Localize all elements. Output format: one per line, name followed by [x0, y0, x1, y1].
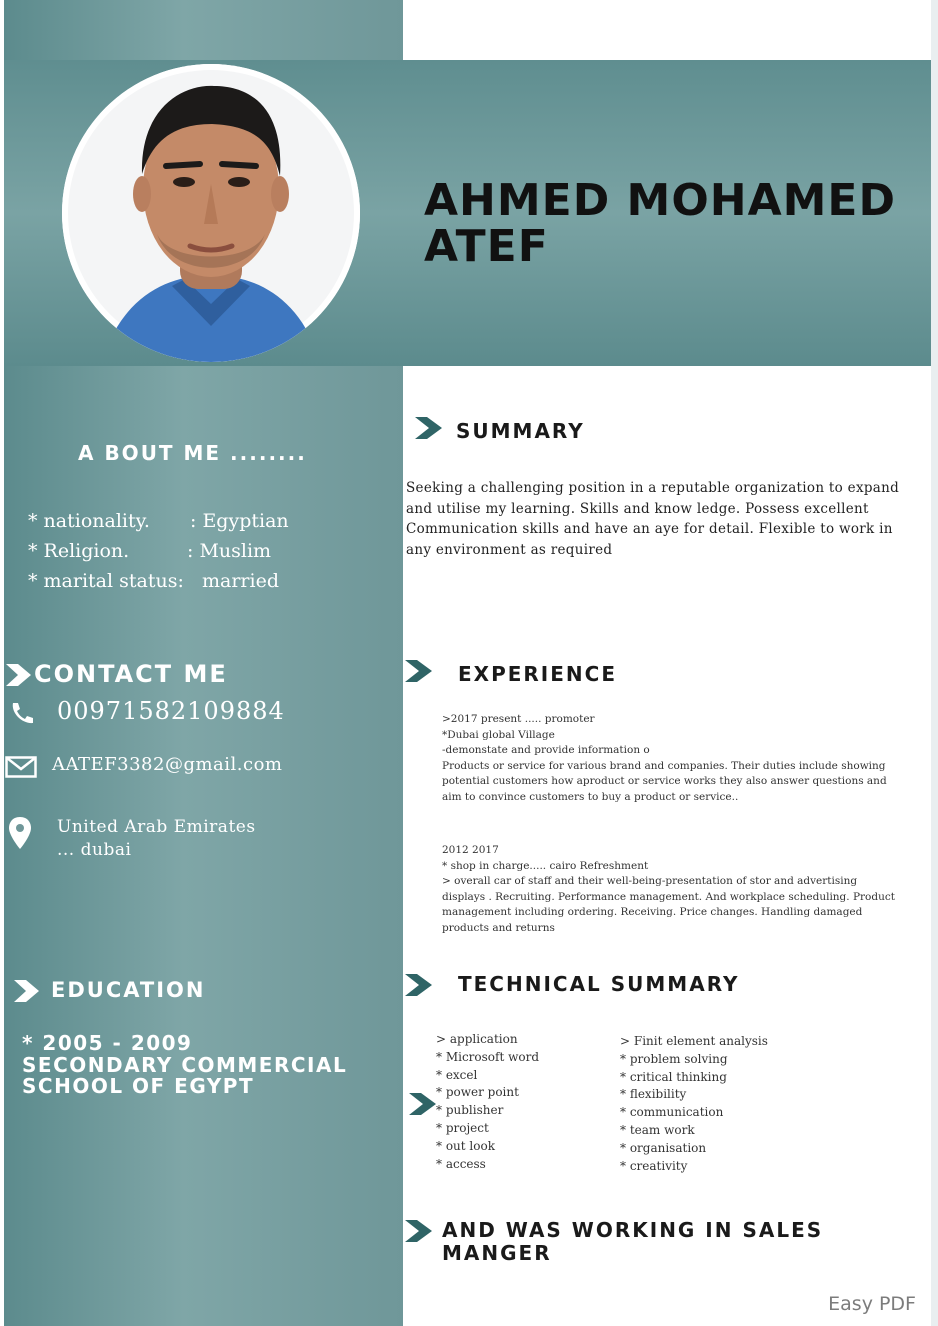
page-top-margin	[403, 0, 931, 60]
about-label: * nationality.	[28, 510, 150, 532]
contact-phone[interactable]: 00971582109884	[57, 697, 285, 725]
experience-job-1	[442, 712, 902, 805]
contact-heading: CONTACT ME	[34, 660, 228, 688]
contact-location-line2: ... dubai	[57, 840, 132, 860]
list-item: * critical thinking	[620, 1069, 727, 1084]
mail-icon	[5, 756, 37, 778]
experience-line: > overall car of staff and their well-being-presentation of stor and advertising	[442, 875, 858, 887]
chevron-right-icon	[404, 973, 434, 997]
about-value: : Egyptian	[190, 510, 289, 532]
person-name-line2: ATEF	[424, 221, 549, 272]
summary-line: any environment as required	[406, 541, 613, 558]
about-value: married	[202, 570, 279, 592]
summary-heading: SUMMARY	[456, 419, 585, 443]
about-value: : Muslim	[187, 540, 272, 562]
about-label: * marital status:	[28, 570, 184, 592]
about-heading: A BOUT ME ........	[78, 441, 307, 465]
chevron-right-icon	[404, 1219, 434, 1243]
summary-line: Communication skills and have an aye for detail. Flexible to work in	[406, 521, 893, 537]
list-item: > application	[436, 1032, 518, 1046]
contact-email[interactable]: AATEF3382@gmail.com	[52, 754, 283, 775]
list-item: > Finit element analysis	[620, 1034, 768, 1048]
list-item: * communication	[620, 1105, 724, 1120]
experience-line: aim to convince customers to buy a product or service..	[442, 790, 739, 803]
education-heading: EDUCATION	[51, 978, 206, 1002]
list-item: * problem solving	[620, 1051, 728, 1066]
about-row	[28, 510, 150, 532]
experience-line: products and returns	[442, 921, 555, 934]
list-item: * excel	[436, 1067, 478, 1082]
experience-line: -demonstate and provide information o	[442, 744, 650, 756]
phone-icon	[8, 700, 34, 726]
experience-line: 2012 2017	[442, 844, 499, 856]
experience-line: *Dubai global Village	[442, 728, 555, 741]
list-item: * creativity	[620, 1158, 688, 1173]
education-school-line1: SECONDARY COMMERCIAL	[22, 1053, 348, 1077]
experience-line: Products or service for various brand and companies. Their duties include showing	[442, 759, 886, 772]
experience-line: * shop in charge..... cairo Refreshment	[442, 859, 649, 872]
location-pin-icon	[8, 816, 32, 850]
technical-heading: TECHNICAL SUMMARY	[458, 972, 740, 996]
education-years: * 2005 - 2009	[22, 1031, 193, 1055]
list-item: * access	[436, 1156, 486, 1171]
chevron-right-icon	[4, 662, 34, 688]
experience-line: management including ordering. Receiving. Price changes. Handling damaged	[442, 906, 863, 918]
summary-text	[406, 478, 899, 560]
experience-line: >2017 present ..... promoter	[442, 713, 595, 725]
education-school-line2: SCHOOL OF EGYPT	[22, 1074, 255, 1098]
chevron-right-icon	[404, 659, 434, 683]
about-label: * Religion.	[28, 540, 130, 562]
list-item: * out look	[436, 1138, 495, 1153]
chevron-right-icon	[408, 1092, 438, 1116]
summary-line: Seeking a challenging position in a reputable organization to expand	[406, 480, 900, 496]
experience-line: displays . Recruiting. Performance management. And workplace scheduling. Product	[442, 890, 895, 903]
technical-list-skills	[620, 1033, 768, 1175]
experience-job-2	[442, 843, 902, 936]
contact-location-line1: United Arab Emirates	[57, 817, 256, 837]
list-item: * organisation	[620, 1140, 707, 1155]
list-item: * flexibility	[620, 1087, 687, 1102]
list-item: * publisher	[436, 1103, 504, 1118]
chevron-right-icon	[12, 978, 42, 1004]
profile-photo	[62, 64, 360, 362]
list-item: * team work	[620, 1122, 695, 1137]
list-item: * power point	[436, 1085, 519, 1100]
watermark: Easy PDF	[828, 1293, 916, 1315]
sales-heading-line2: MANGER	[442, 1241, 552, 1265]
summary-line: and utilise my learning. Skills and know ledge. Possess excellent	[406, 500, 869, 517]
experience-heading: EXPERIENCE	[458, 662, 617, 686]
page-edge	[931, 0, 938, 1326]
experience-line: potential customers how aproduct or service works they also answer questions and	[442, 775, 887, 787]
list-item: * Microsoft word	[436, 1049, 539, 1064]
technical-list-software	[436, 1031, 539, 1173]
person-name-line1: AHMED MOHAMED	[424, 175, 896, 226]
sales-heading-line1: AND WAS WORKING IN SALES	[442, 1218, 824, 1242]
list-item: * project	[436, 1120, 489, 1135]
chevron-right-icon	[414, 416, 444, 440]
